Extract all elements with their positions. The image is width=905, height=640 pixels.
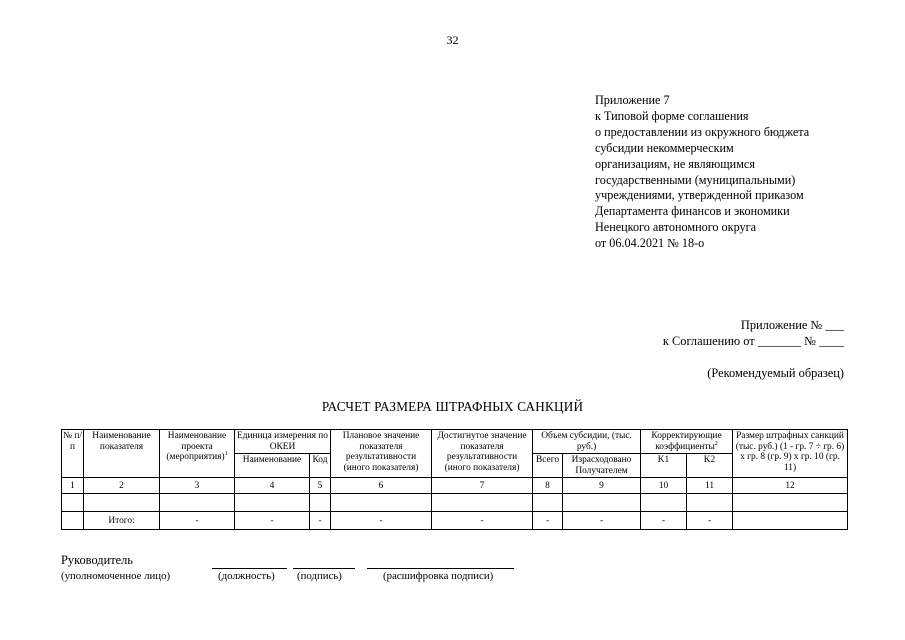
header-subsidy-spent: Израсходовано Получателем — [563, 454, 641, 478]
total-dash: - — [310, 512, 331, 530]
total-dash: - — [533, 512, 563, 530]
total-dash: - — [235, 512, 310, 530]
position-label: (должность) — [218, 570, 275, 582]
table-cell[interactable] — [62, 494, 84, 512]
table-cell[interactable] — [733, 494, 848, 512]
column-number: 2 — [84, 478, 160, 494]
table-row — [62, 494, 848, 512]
sample-note: (Рекомендуемый образец) — [707, 366, 844, 380]
table-cell[interactable] — [310, 494, 331, 512]
signature-line[interactable] — [293, 568, 355, 569]
column-number: 9 — [563, 478, 641, 494]
position-line[interactable] — [212, 568, 287, 569]
appendix-line: государственными (муниципальными) — [595, 172, 796, 187]
total-dash: - — [331, 512, 432, 530]
table-cell[interactable] — [160, 494, 235, 512]
header-indicator-name: Наименование показателя — [84, 430, 160, 478]
column-number-row — [62, 478, 848, 494]
appendix-line: субсидии некоммерческим — [595, 140, 734, 155]
decoding-label: (расшифровка подписи) — [383, 570, 494, 582]
appendix-line: организациям, не являющимся — [595, 156, 755, 171]
decoding-line[interactable] — [367, 568, 514, 569]
table-cell[interactable] — [563, 494, 641, 512]
column-number: 11 — [687, 478, 733, 494]
column-number: 4 — [235, 478, 310, 494]
column-number: 1 — [62, 478, 84, 494]
total-label: Итого: — [84, 512, 160, 530]
column-number: 12 — [733, 478, 848, 494]
appendix-line: Департамента финансов и экономики — [595, 204, 790, 219]
total-dash: - — [160, 512, 235, 530]
header-subsidy: Объем субсидии, (тыс. руб.) — [533, 430, 641, 454]
header-project: Наименование проекта (мероприятия)$^1$ — [160, 430, 235, 478]
header-fine-amount: Размер штрафных санкций (тыс. руб.) (1 - гр. 7 ÷ гр. 6) x гр. 8 (гр. 9) x гр. 10 (гр. 11) — [733, 430, 848, 478]
document-title: РАСЧЕТ РАЗМЕРА ШТРАФНЫХ САНКЦИЙ — [321, 399, 584, 414]
header-unit-name: Наименование — [235, 454, 310, 478]
appendix-line: от 06.04.2021 № 18-о — [595, 236, 705, 251]
appendix-line: к Типовой форме соглашения — [595, 108, 749, 123]
agreement-ref: к Соглашению от _______ № ____ — [662, 334, 844, 348]
appendix-header — [595, 93, 809, 252]
table-cell[interactable] — [84, 494, 160, 512]
total-dash: - — [563, 512, 641, 530]
table-cell[interactable] — [641, 494, 687, 512]
appendix-line: учреждениями, утвержденной приказом — [595, 188, 804, 203]
header-unit-code: Код — [310, 454, 331, 478]
header-no: № п/п — [62, 430, 84, 478]
signature-head-label: Руководитель — [61, 553, 133, 567]
column-number: 6 — [331, 478, 432, 494]
header-k2: K2 — [687, 454, 733, 478]
header-plan-value: Плановое значение показателя результативности (иного показателя) — [331, 430, 432, 478]
column-number: 7 — [432, 478, 533, 494]
column-number: 5 — [310, 478, 331, 494]
total-row — [62, 512, 848, 530]
total-dash: - — [687, 512, 733, 530]
sanctions-table — [61, 429, 848, 530]
header-subsidy-total: Всего — [533, 454, 563, 478]
column-number: 3 — [160, 478, 235, 494]
agreement-appendix-no: Приложение № ___ — [740, 318, 844, 332]
authorized-person-label: (уполномоченное лицо) — [61, 570, 171, 582]
column-number: 8 — [533, 478, 563, 494]
table-cell[interactable] — [235, 494, 310, 512]
header-k1: K1 — [641, 454, 687, 478]
table-cell[interactable] — [533, 494, 563, 512]
header-achieved-value: Достигнутое значение показателя результативности (иного показателя) — [432, 430, 533, 478]
page-number: 32 — [446, 33, 459, 47]
table-cell[interactable] — [331, 494, 432, 512]
header-coefficients: Корректирующие коэффициенты$^2$ — [641, 430, 733, 454]
total-dash: - — [641, 512, 687, 530]
appendix-line: о предоставлении из окружного бюджета — [595, 124, 810, 139]
header-unit: Единица измерения по ОКЕИ — [235, 430, 331, 454]
sign-label: (подпись) — [297, 570, 342, 582]
appendix-line: Приложение 7 — [595, 93, 670, 107]
table-cell[interactable] — [432, 494, 533, 512]
total-cell — [733, 512, 848, 530]
column-number: 10 — [641, 478, 687, 494]
total-cell — [62, 512, 84, 530]
table-cell[interactable] — [687, 494, 733, 512]
appendix-line: Ненецкого автономного округа — [595, 220, 757, 235]
total-dash: - — [432, 512, 533, 530]
